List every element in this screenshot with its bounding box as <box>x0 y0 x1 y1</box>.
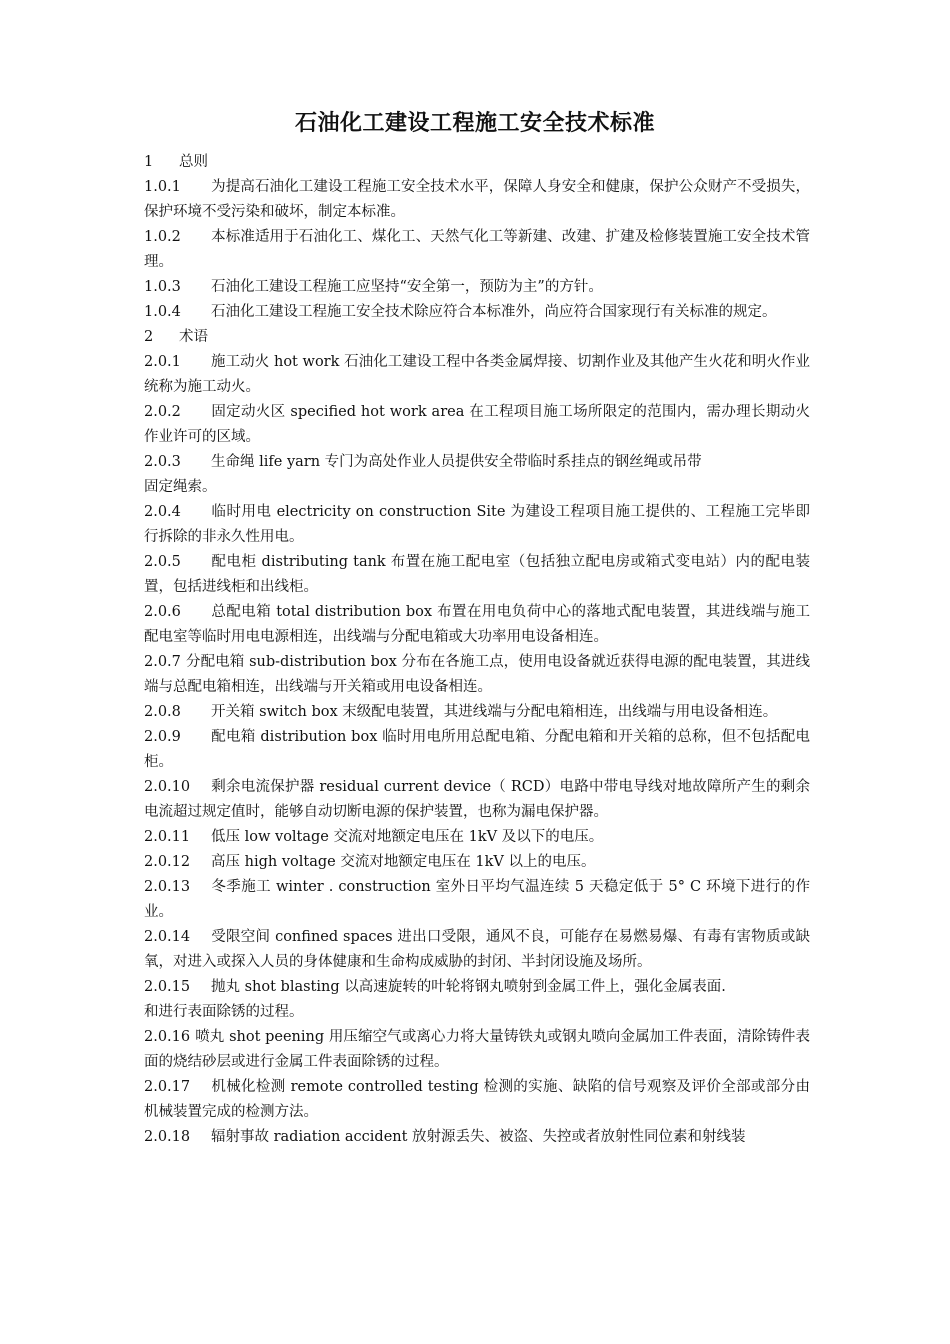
clause-number: 2.0.10 <box>144 779 191 795</box>
clause-paragraph <box>144 175 810 225</box>
clause-paragraph <box>144 350 810 400</box>
clause-text: 临时用电 electricity on construction Site 为建设工程项目施工提供的、工程施工完毕即行拆除的非永久性用电。 <box>144 504 810 545</box>
clause-text: 总配电箱 total distribution box 布置在用电负荷中心的落地式配电装置，其进线端与施工配电室等临时用电电源相连，出线端与分配电箱或大功率用电设备相连。 <box>144 604 810 645</box>
clause-paragraph <box>144 550 810 600</box>
clause-text: 高压 high voltage 交流对地额定电压在 1kV 以上的电压。 <box>211 854 596 870</box>
clause-text: 配电柜 distributing tank 布置在施工配电室（包括独立配电房或箱式变电站）内的配电装置，包括进线柜和出线柜。 <box>144 554 810 595</box>
clause-paragraph <box>144 725 810 775</box>
clause-number: 2.0.13 <box>144 879 191 895</box>
clause-number: 2.0.6 <box>144 604 181 620</box>
clause-number: 2.0.1 <box>144 354 181 370</box>
document-body <box>144 150 810 1150</box>
clause-number: 2.0.16 <box>144 1029 191 1045</box>
section-heading <box>144 150 810 175</box>
clause-number: 2.0.11 <box>144 829 191 845</box>
clause-text: 生命绳 life yarn 专门为高处作业人员提供安全带临时系挂点的钢丝绳或吊带 <box>211 454 702 470</box>
clause-paragraph <box>144 300 810 325</box>
clause-text: 剩余电流保护器 residual current device（ RCD）电路中带电导线对地故障所产生的剩余电流超过规定值时，能够自动切断电源的保护装置，也称为漏电保护器。 <box>144 779 810 820</box>
clause-paragraph <box>144 1125 810 1150</box>
clause-paragraph <box>144 825 810 850</box>
clause-text: 施工动火 hot work 石油化工建设工程中各类金属焊接、切割作业及其他产生火花和明火作业统称为施工动火。 <box>144 354 810 395</box>
clause-paragraph <box>144 400 810 450</box>
clause-text: 石油化工建设工程施工应坚持“安全第一，预防为主”的方针。 <box>211 279 603 295</box>
clause-number: 2.0.12 <box>144 854 191 870</box>
clause-paragraph <box>144 225 810 275</box>
clause-paragraph <box>144 650 810 700</box>
clause-paragraph <box>144 925 810 975</box>
clause-paragraph <box>144 600 810 650</box>
clause-number: 2.0.8 <box>144 704 181 720</box>
clause-text: 低压 low voltage 交流对地额定电压在 1kV 及以下的电压。 <box>211 829 604 845</box>
clause-text: 为提高石油化工建设工程施工安全技术水平，保障人身安全和健康，保护公众财产不受损失，保护环境不受污染和破坏，制定本标准。 <box>144 179 810 220</box>
clause-number: 2.0.9 <box>144 729 181 745</box>
clause-text: 总则 <box>179 154 208 170</box>
clause-number: 2.0.5 <box>144 554 181 570</box>
clause-text-continued: 和进行表面除锈的过程。 <box>144 1004 304 1020</box>
clause-text: 喷丸 shot peening 用压缩空气或离心力将大量铸铁丸或钢丸喷向金属加工件表面，清除铸件表面的烧结砂层或进行金属工件表面除锈的过程。 <box>144 1029 810 1070</box>
clause-paragraph <box>144 275 810 300</box>
document-title: 石油化工建设工程施工安全技术标准 <box>294 110 655 136</box>
clause-text: 机械化检测 remote controlled testing 检测的实施、缺陷的信号观察及评价全部或部分由机械装置完成的检测方法。 <box>144 1079 810 1120</box>
clause-paragraph <box>144 875 810 925</box>
clause-paragraph <box>144 775 810 825</box>
clause-number: 1.0.2 <box>144 229 181 245</box>
clause-number: 2.0.18 <box>144 1129 191 1145</box>
clause-number: 1.0.4 <box>144 304 181 320</box>
clause-text: 受限空间 confined spaces 进出口受限，通风不良，可能存在易燃易爆、有毒有害物质或缺氧，对进入或探入人员的身体健康和生命构成威胁的封闭、半封闭设施及场所。 <box>144 929 810 970</box>
clause-text: 辐射事故 radiation accident 放射源丢失、被盗、失控或者放射性同位素和射线装 <box>211 1129 746 1145</box>
clause-number: 2.0.15 <box>144 979 191 995</box>
clause-paragraph <box>144 450 810 500</box>
clause-text: 开关箱 switch box 末级配电装置，其进线端与分配电箱相连，出线端与用电设备相连。 <box>211 704 778 720</box>
clause-number: 2 <box>144 329 154 345</box>
clause-number: 1 <box>144 154 154 170</box>
clause-number: 2.0.7 <box>144 654 181 670</box>
clause-paragraph <box>144 700 810 725</box>
clause-text-continued: 固定绳索。 <box>144 479 217 495</box>
clause-text: 本标准适用于石油化工、煤化工、天然气化工等新建、改建、扩建及检修装置施工安全技术管理。 <box>144 229 810 270</box>
clause-paragraph <box>144 975 810 1025</box>
clause-number: 1.0.1 <box>144 179 181 195</box>
clause-text: 冬季施工 winter . construction 室外日平均气温连续 5 天稳定低于 5° C 环境下进行的作业。 <box>144 879 810 920</box>
clause-paragraph <box>144 500 810 550</box>
clause-number: 2.0.14 <box>144 929 191 945</box>
clause-text: 分配电箱 sub-distribution box 分布在各施工点，使用电设备就近获得电源的配电装置，其进线端与总配电箱相连，出线端与开关箱或用电设备相连。 <box>144 654 810 695</box>
clause-number: 2.0.4 <box>144 504 181 520</box>
clause-text: 固定动火区 specified hot work area 在工程项目施工场所限定的范围内，需办理长期动火作业许可的区域。 <box>144 404 810 445</box>
clause-text: 术语 <box>179 329 208 345</box>
clause-text: 抛丸 shot blasting 以高速旋转的叶轮将钢丸喷射到金属工件上，强化金属表面. <box>211 979 726 995</box>
clause-number: 2.0.2 <box>144 404 181 420</box>
clause-text: 石油化工建设工程施工安全技术除应符合本标准外，尚应符合国家现行有关标准的规定。 <box>211 304 777 320</box>
clause-text: 配电箱 distribution box 临时用电所用总配电箱、分配电箱和开关箱的总称，但不包括配电柜。 <box>144 729 810 770</box>
clause-number: 1.0.3 <box>144 279 181 295</box>
clause-paragraph <box>144 850 810 875</box>
section-heading <box>144 325 810 350</box>
clause-number: 2.0.17 <box>144 1079 191 1095</box>
clause-paragraph <box>144 1025 810 1075</box>
clause-paragraph <box>144 1075 810 1125</box>
clause-number: 2.0.3 <box>144 454 181 470</box>
